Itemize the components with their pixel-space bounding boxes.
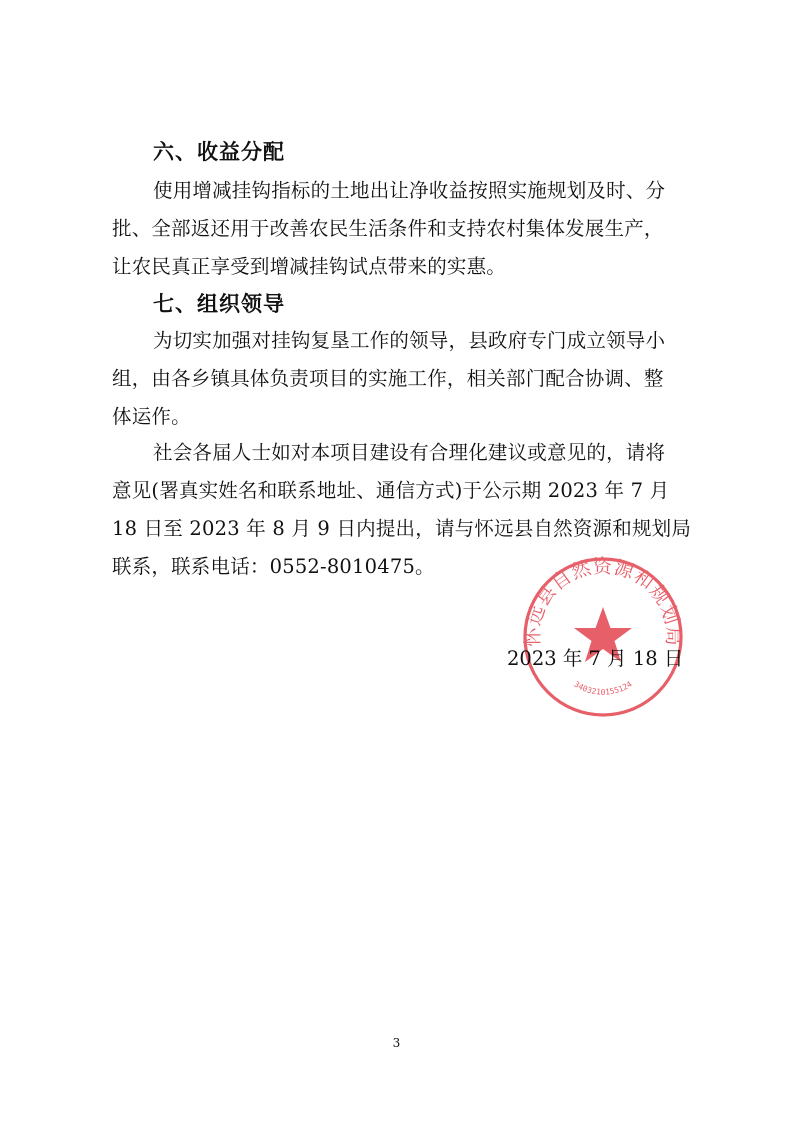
section-heading-organization-leadership: 七、组织领导 xyxy=(153,292,285,316)
paragraph-line: 让农民真正享受到增减挂钩试点带来的实惠。 xyxy=(112,255,507,278)
paragraph-line: 体运作。 xyxy=(112,405,191,428)
notice-line: 意见(署真实姓名和联系地址、通信方式)于公示期 2023 年 7 月 xyxy=(112,479,670,502)
paragraph-line: 使用增减挂钩指标的土地出让净收益按照实施规划及时、分 xyxy=(153,179,666,202)
paragraph-line: 为切实加强对挂钩复垦工作的领导，县政府专门成立领导小 xyxy=(153,329,666,352)
paragraph-line: 批、全部返还用于改善农民生活条件和支持农村集体发展生产， xyxy=(112,217,664,240)
notice-line: 联系，联系电话：0552-8010475。 xyxy=(112,555,435,578)
paragraph-line: 组，由各乡镇具体负责项目的实施工作，相关部门配合协调、整 xyxy=(112,367,664,390)
notice-line: 社会各届人士如对本项目建设有合理化建议或意见的，请将 xyxy=(153,441,666,464)
seal-code: 3403210155124 xyxy=(572,679,634,697)
issue-date: 2023 年 7 月 18 日 xyxy=(507,647,684,670)
official-seal-stamp xyxy=(521,555,685,719)
seal-star-icon xyxy=(574,607,632,662)
page-number: 3 xyxy=(392,1036,401,1050)
seal-text: 怀远县自然资源和规划局 xyxy=(521,555,685,647)
notice-line: 18 日至 2023 年 8 月 9 日内提出，请与怀远县自然资源和规划局 xyxy=(112,517,692,540)
section-heading-income-distribution: 六、收益分配 xyxy=(153,140,285,164)
